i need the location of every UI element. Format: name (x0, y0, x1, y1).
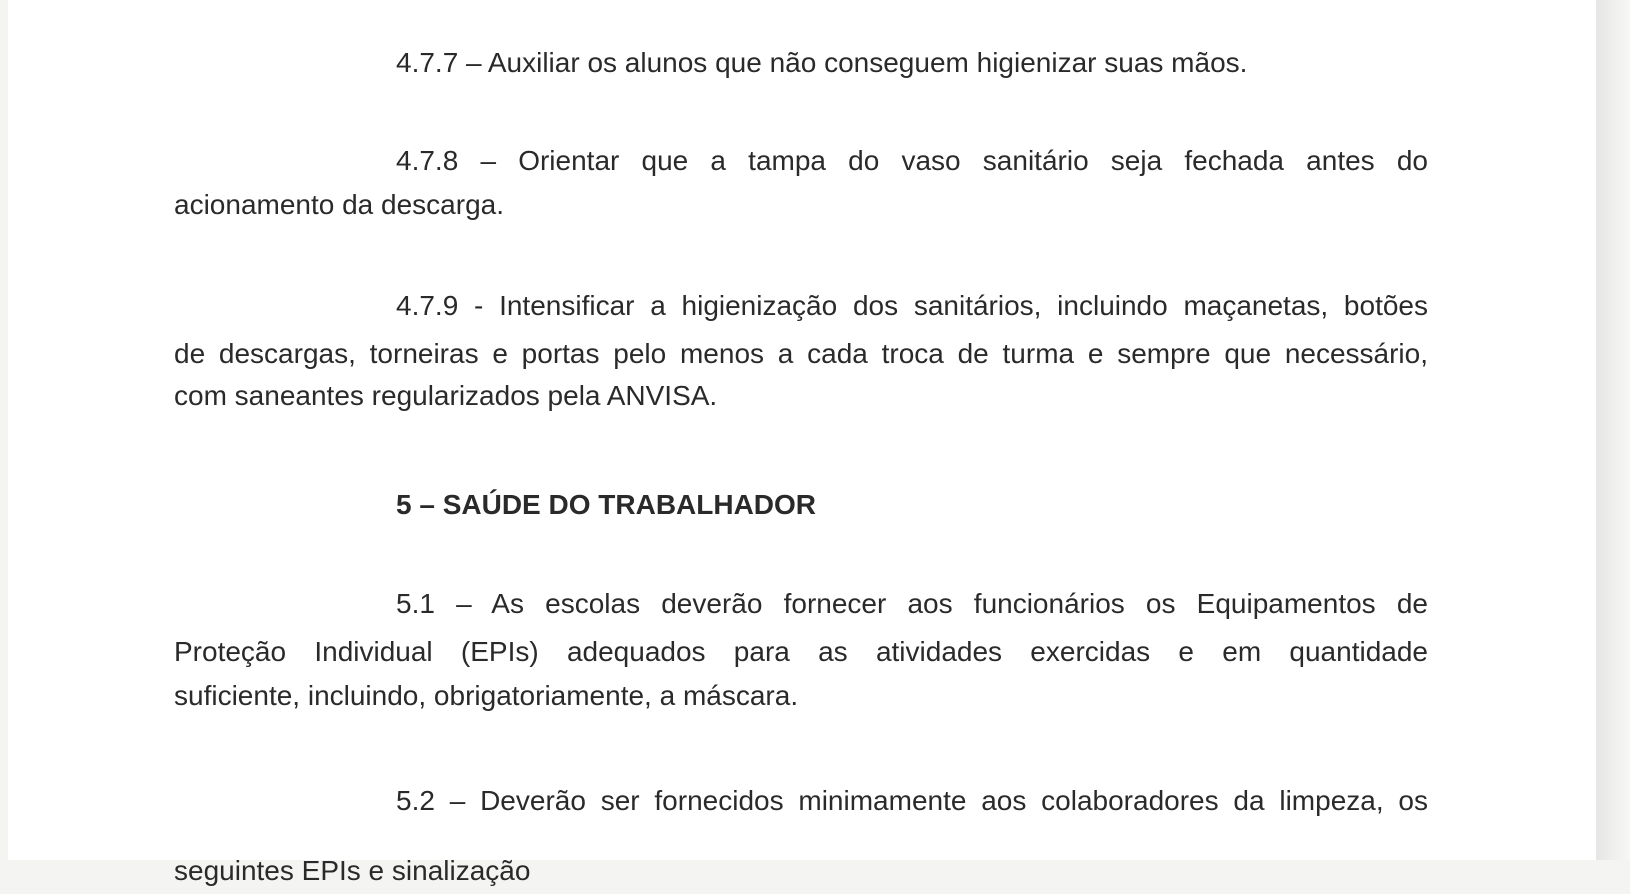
paragraph-line: com saneantes regularizados pela ANVISA. (174, 380, 718, 411)
document-page (8, 0, 1596, 886)
paragraph-line: 5.2 – Deverão ser fornecidos minimamente aos colaboradores da limpeza, os (396, 785, 1428, 816)
paragraph-line: suficiente, incluindo, obrigatoriamente, a máscara. (174, 680, 799, 711)
paragraph-line: 5.1 – As escolas deverão fornecer aos funcionários os Equipamentos de (396, 588, 1428, 619)
paragraph-line: 4.7.7 – Auxiliar os alunos que não conseguem higienizar suas mãos. (396, 47, 1248, 78)
section-heading: 5 – SAÚDE DO TRABALHADOR (396, 489, 817, 520)
paragraph-line: 4.7.9 - Intensificar a higienização dos sanitários, incluindo maçanetas, botões (396, 290, 1428, 321)
paragraph-5-1 (174, 581, 1428, 719)
paragraph-4-7-8 (174, 138, 1428, 228)
paragraph-4-7-9 (174, 283, 1428, 419)
paragraph-line: de descargas, torneiras e portas pelo menos a cada troca de turma e sempre que necessário, (174, 338, 1428, 369)
paragraph-4-7-7 (174, 40, 1428, 86)
paragraph-line-cut-off: seguintes EPIs e sinalização (174, 855, 531, 886)
paragraph-line: Proteção Individual (EPIs) adequados para as atividades exercidas e em quantidade (174, 636, 1428, 667)
paragraph-5-2 (174, 778, 1428, 824)
paragraph-line: 4.7.8 – Orientar que a tampa do vaso sanitário seja fechada antes do (396, 145, 1428, 176)
page-edge-shadow (1596, 0, 1630, 860)
paragraph-line: acionamento da descarga. (174, 189, 504, 220)
